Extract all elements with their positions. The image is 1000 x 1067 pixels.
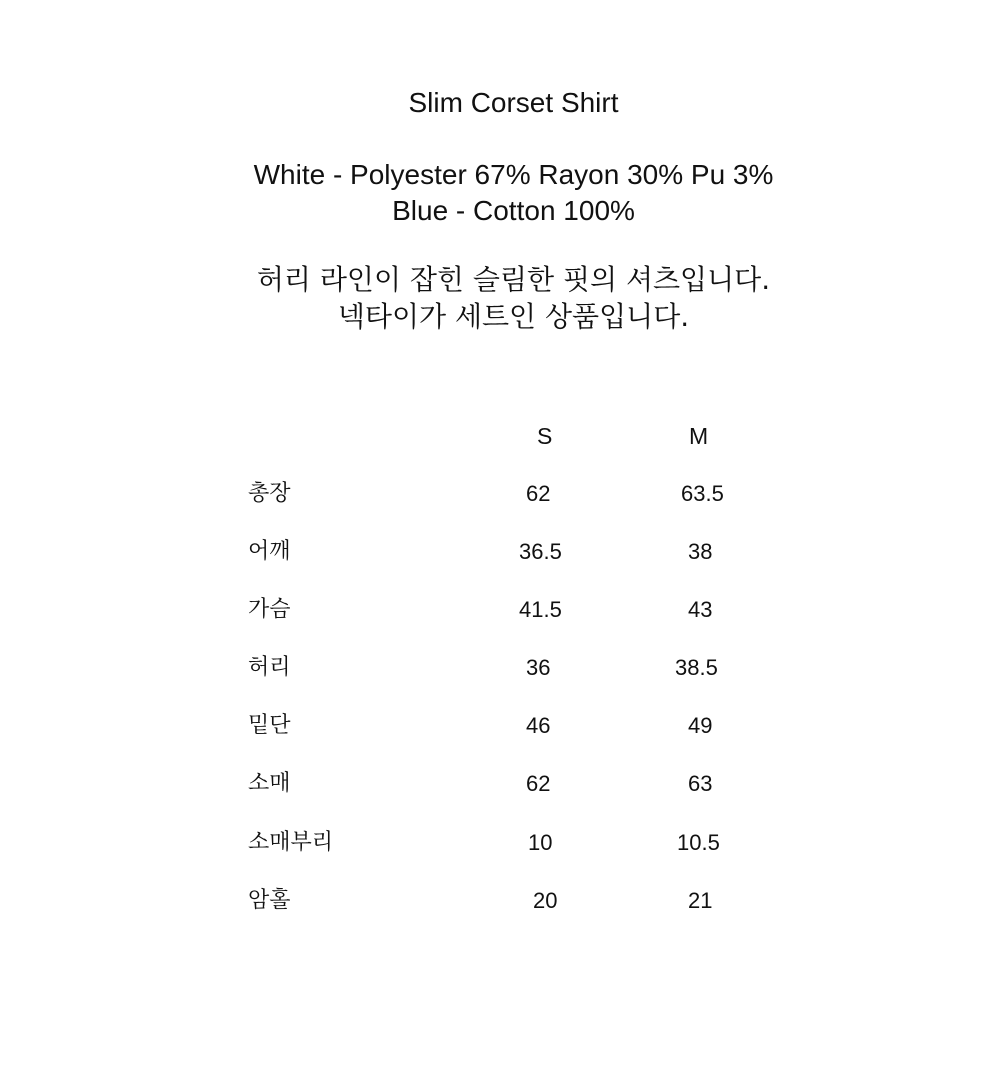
cell-m: 21 <box>688 888 713 913</box>
row-label: 밑단 <box>248 713 291 738</box>
cell-m: 63 <box>688 771 713 796</box>
cell-m: 10.5 <box>677 830 720 855</box>
cell-m: 43 <box>688 597 713 622</box>
cell-m: 38 <box>688 539 713 564</box>
row-label: 가슴 <box>248 597 291 622</box>
cell-s: 62 <box>526 481 551 506</box>
row-label: 소매 <box>248 771 291 796</box>
cell-m: 49 <box>688 713 713 738</box>
material-blue: Blue - Cotton 100% <box>392 195 635 226</box>
cell-s: 20 <box>533 888 558 913</box>
cell-s: 10 <box>528 830 553 855</box>
cell-s: 62 <box>526 771 551 796</box>
description-line-2: 넥타이가 세트인 상품입니다. <box>337 300 690 333</box>
cell-m: 38.5 <box>675 655 718 680</box>
cell-s: 36 <box>526 655 551 680</box>
row-label: 어깨 <box>248 539 291 564</box>
cell-s: 41.5 <box>519 597 562 622</box>
row-label: 총장 <box>248 481 291 506</box>
cell-s: 46 <box>526 713 551 738</box>
row-label: 허리 <box>248 655 291 680</box>
product-title: Slim Corset Shirt <box>408 87 619 118</box>
cell-s: 36.5 <box>519 539 562 564</box>
cell-m: 63.5 <box>681 481 724 506</box>
row-label: 암홀 <box>248 888 291 913</box>
material-white: White - Polyester 67% Rayon 30% Pu 3% <box>253 159 774 190</box>
column-header-m: M <box>689 423 709 449</box>
column-header-s: S <box>537 423 553 449</box>
row-label: 소매부리 <box>248 830 334 855</box>
description-line-1: 허리 라인이 잡힌 슬림한 핏의 셔츠입니다. <box>256 263 771 296</box>
